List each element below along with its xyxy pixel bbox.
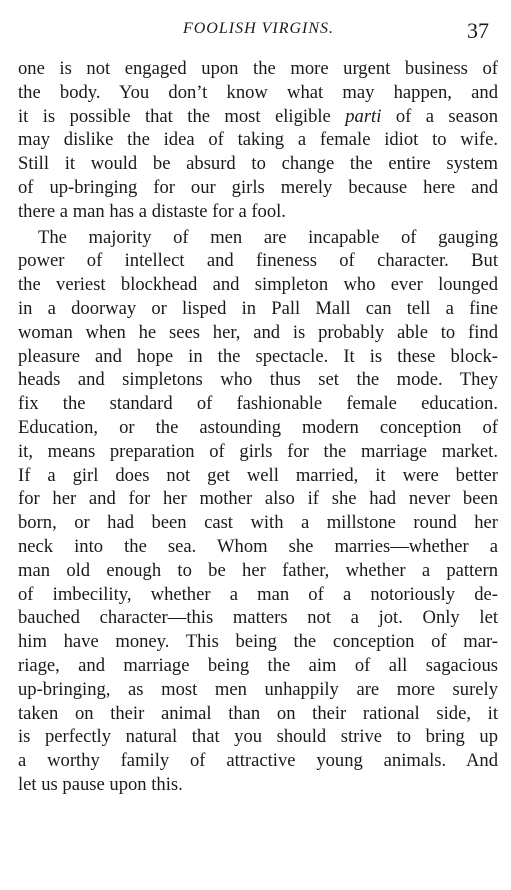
text-line: man old enough to be her father, whether a pattern (18, 559, 498, 581)
text-line: of up-bringing for our girls merely because here and (18, 176, 498, 198)
text-line: power of intellect and fineness of character. But (18, 250, 498, 272)
running-title: FOOLISH VIRGINS. (182, 20, 335, 37)
text-line: him have money. This being the conception of mar- (18, 631, 498, 653)
text-line: in a doorway or lisped in Pall Mall can tell a fine (18, 297, 498, 319)
text-line: heads and simpletons who thus set the mode. They (18, 369, 498, 391)
text-line: one is not engaged upon the more urgent business of (18, 58, 498, 79)
page-header (18, 18, 499, 44)
text-line: there a man has a distaste for a fool. (18, 200, 286, 222)
text-line: taken on their animal than on their rational side, it (18, 702, 498, 724)
text-line: the veriest blockhead and simpleton who ever lounged (18, 274, 498, 296)
text-line: is perfectly natural that you should strive to bring up (18, 726, 498, 748)
text-line: it, means preparation of girls for the marriage market. (18, 440, 498, 462)
text-line: born, or had been cast with a millstone round her (18, 512, 498, 534)
italic-word: parti (345, 105, 382, 127)
text-line: Education, or the astounding modern conception of (18, 416, 498, 438)
text-line: pleasure and hope in the spectacle. It is these block- (18, 345, 498, 367)
paragraph (18, 57, 498, 224)
text-line: bauched character—this matters not a jot. Only let (18, 607, 498, 629)
page-number: 37 (467, 18, 489, 43)
text-line: woman when he sees her, and is probably able to find (18, 321, 498, 343)
text-line: riage, and marriage being the aim of all sagacious (18, 654, 498, 676)
body-text (18, 57, 498, 797)
text-line: it is possible that the most eligible parti of a season (18, 105, 498, 127)
text-line: let us pause upon this. (18, 773, 183, 795)
text-line: for her and for her mother also if she had never been (18, 488, 498, 510)
text-line: If a girl does not get well married, it were better (18, 464, 498, 486)
text-line: a worthy family of attractive young animals. And (18, 750, 498, 772)
paragraph (18, 226, 498, 797)
text-line: fix the standard of fashionable female education. (18, 393, 498, 415)
text-line: of imbecility, whether a man of a notoriously de- (18, 583, 498, 605)
text-line: the body. You don’t know what may happen, and (18, 81, 498, 103)
text-line: up-bringing, as most men unhappily are more surely (18, 678, 498, 700)
text-line: The majority of men are incapable of gauging (38, 226, 498, 248)
text-line: may dislike the idea of taking a female idiot to wife. (18, 129, 498, 151)
text-line: neck into the sea. Whom she marries—whether a (18, 535, 498, 557)
text-line: Still it would be absurd to change the entire system (18, 153, 498, 175)
